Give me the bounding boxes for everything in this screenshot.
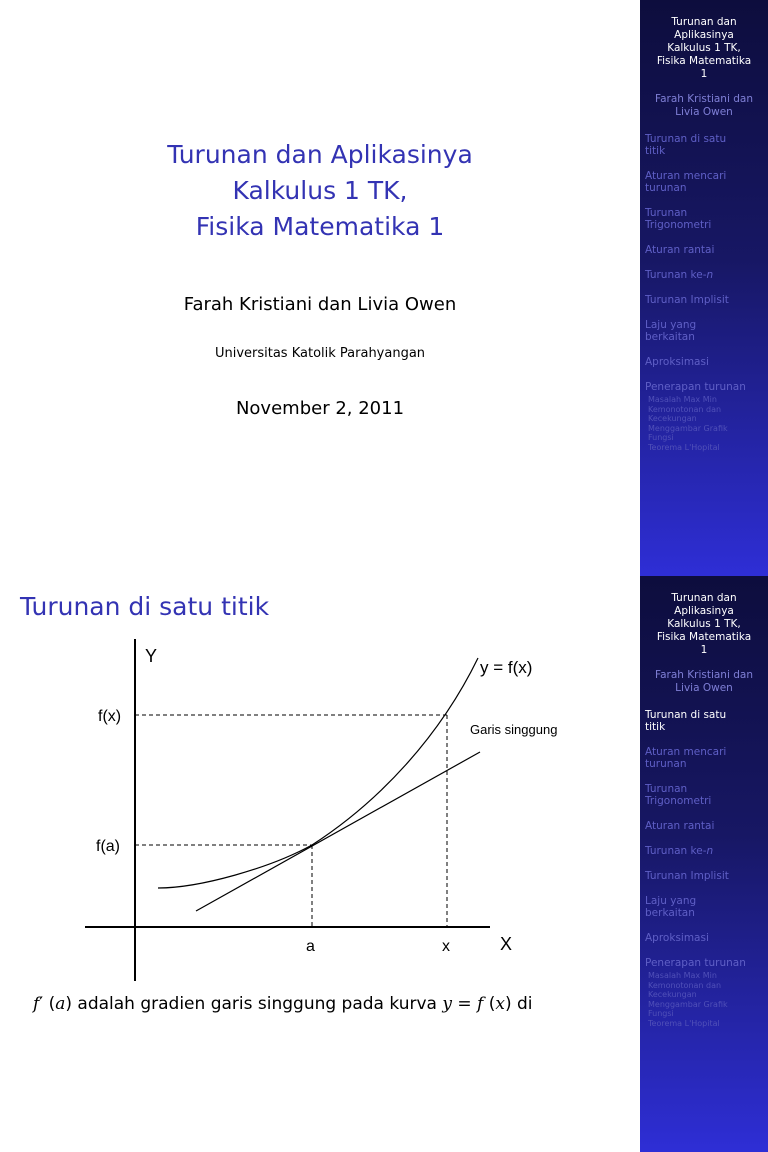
sidebar-item-turunan-implisit[interactable] — [645, 870, 765, 882]
nav-label: Aturan mencari — [645, 746, 727, 758]
sidebar-item-turunan-trigonometri[interactable] — [645, 207, 765, 231]
nav-label: Kecekungan — [648, 414, 697, 423]
sidebar-subitem-kemonotonan[interactable] — [648, 405, 765, 423]
sidebar-item-turunan-implisit[interactable] — [645, 294, 765, 306]
fa-label: f(a) — [96, 838, 120, 855]
sidebar — [640, 576, 768, 1152]
institution: Universitas Katolik Parahyangan — [214, 346, 426, 361]
sidebar-item-aproksimasi[interactable] — [645, 932, 765, 944]
math-f: f — [33, 994, 40, 1014]
nav-label: Turunan di satu — [645, 133, 727, 145]
nav-label: Aturan mencari — [645, 170, 727, 182]
math-y: y — [442, 994, 452, 1014]
nav-label: Aturan rantai — [645, 820, 715, 832]
sidebar-nav — [640, 133, 768, 452]
a-tick-label: a — [306, 938, 315, 955]
nav-label-var: n — [706, 845, 714, 857]
main-title — [0, 137, 640, 245]
nav-label: Turunan — [645, 207, 688, 219]
caption-text: adalah gradien garis singgung pada kurva — [72, 994, 443, 1014]
sidebar-title-line: Aplikasinya — [674, 29, 734, 41]
nav-label: Kecekungan — [648, 990, 697, 999]
nav-label: berkaitan — [645, 907, 695, 919]
sidebar-subitem-kemonotonan[interactable] — [648, 981, 765, 999]
sidebar-item-laju-yang-berkaitan[interactable] — [645, 319, 765, 343]
sidebar-title-line: Kalkulus 1 TK, — [667, 618, 741, 630]
nav-label: Trigonometri — [645, 219, 712, 231]
sidebar-item-turunan-di-satu-titik[interactable] — [645, 133, 765, 157]
sidebar-title-line: Fisika Matematika — [656, 55, 752, 67]
author: Farah Kristiani dan Livia Owen — [183, 294, 457, 315]
tangent-line — [196, 752, 480, 911]
nav-label: Trigonometri — [645, 795, 712, 807]
x-tick-label: x — [442, 938, 450, 955]
math-paren: ) — [504, 994, 512, 1014]
nav-label: Turunan — [645, 783, 688, 795]
nav-label: Fungsi — [648, 1009, 674, 1018]
sidebar-author[interactable] — [640, 93, 768, 119]
nav-label: Laju yang — [645, 895, 697, 907]
nav-label: Turunan ke- — [645, 269, 707, 281]
caption-text: di — [511, 994, 533, 1014]
sidebar-title[interactable] — [640, 592, 768, 657]
sidebar-title-line: Turunan dan — [671, 16, 737, 28]
sidebar-title-line: 1 — [700, 644, 708, 656]
nav-label: Aturan rantai — [645, 244, 715, 256]
y-axis-label: Y — [145, 646, 158, 666]
nav-label: berkaitan — [645, 331, 695, 343]
frame-title: Turunan di satu titik — [20, 592, 270, 621]
title-line: Turunan dan Aplikasinya — [167, 140, 473, 169]
sidebar-title[interactable] — [640, 16, 768, 81]
nav-label: Turunan Implisit — [645, 294, 729, 306]
nav-label: Turunan ke- — [645, 845, 707, 857]
tangent-label: Garis singgung — [470, 722, 558, 737]
nav-label: titik — [645, 721, 666, 733]
curve-y-fx — [158, 658, 478, 888]
sidebar-title-line: Aplikasinya — [674, 605, 734, 617]
sidebar-title-line: Kalkulus 1 TK, — [667, 42, 741, 54]
definition-caption — [33, 994, 533, 1014]
sidebar-item-penerapan-turunan[interactable] — [645, 381, 765, 393]
math-f: f — [477, 994, 484, 1014]
sidebar-subitem-lhopital[interactable]: Teorema L'Hopital — [648, 1019, 720, 1028]
sidebar-title-line: Turunan dan — [671, 592, 737, 604]
sidebar-item-turunan-ke-n[interactable] — [645, 845, 765, 857]
sidebar-item-turunan-trigonometri[interactable] — [645, 783, 765, 807]
sidebar-item-turunan-ke-n[interactable] — [645, 269, 765, 281]
sidebar-nav — [640, 709, 768, 1028]
x-axis-label: X — [500, 934, 513, 954]
sidebar-subitem-lhopital[interactable]: Teorema L'Hopital — [648, 443, 720, 452]
nav-label: Turunan di satu — [645, 709, 727, 721]
sidebar-subitem-menggambar-grafik[interactable] — [648, 1000, 765, 1018]
math-a: a — [55, 994, 66, 1014]
sidebar-item-laju-yang-berkaitan[interactable] — [645, 895, 765, 919]
sidebar-item-aturan-rantai[interactable] — [645, 244, 765, 256]
nav-label: Laju yang — [645, 319, 697, 331]
sidebar-item-aturan-rantai[interactable] — [645, 820, 765, 832]
nav-label: Fungsi — [648, 433, 674, 442]
content-slide — [0, 576, 768, 1152]
sidebar-author-line: Livia Owen — [675, 106, 733, 118]
sidebar-item-penerapan-turunan[interactable] — [645, 957, 765, 969]
nav-label: Kemonotonan dan — [648, 981, 722, 990]
math-prime: ′ — [39, 994, 44, 1014]
nav-label: titik — [645, 145, 666, 157]
sidebar-item-aturan-mencari-turunan[interactable] — [645, 170, 765, 194]
nav-label: turunan — [645, 758, 687, 770]
sidebar-author-line: Livia Owen — [675, 682, 733, 694]
sidebar-subitem-masalah-max-min[interactable]: Masalah Max Min — [648, 971, 717, 980]
sidebar-title-line: 1 — [700, 68, 708, 80]
nav-label: Aproksimasi — [645, 932, 709, 944]
nav-label: Menggambar Grafik — [648, 424, 728, 433]
nav-label: turunan — [645, 182, 687, 194]
sidebar-item-aproksimasi[interactable] — [645, 356, 765, 368]
sidebar-author-line: Farah Kristiani dan — [655, 93, 753, 105]
date: November 2, 2011 — [235, 398, 405, 419]
fx-label: f(x) — [98, 708, 122, 725]
sidebar-subitems — [645, 971, 765, 1028]
nav-label: Aproksimasi — [645, 356, 709, 368]
sidebar-author[interactable] — [640, 669, 768, 695]
sidebar-title-line: Fisika Matematika — [656, 631, 752, 643]
math-x: x — [495, 994, 505, 1014]
nav-label: Penerapan turunan — [645, 957, 746, 969]
sidebar-subitem-menggambar-grafik[interactable] — [648, 424, 765, 442]
nav-label: Menggambar Grafik — [648, 1000, 728, 1009]
sidebar-author-line: Farah Kristiani dan — [655, 669, 753, 681]
sidebar-subitems — [645, 395, 765, 452]
math-eq: = — [451, 994, 478, 1014]
title-line: Fisika Matematika 1 — [195, 212, 445, 241]
sidebar-subitem-masalah-max-min[interactable]: Masalah Max Min — [648, 395, 717, 404]
math-paren: ( — [43, 994, 56, 1014]
nav-label-var: n — [706, 269, 714, 281]
nav-label: Turunan Implisit — [645, 870, 729, 882]
nav-label: Penerapan turunan — [645, 381, 746, 393]
math-paren: ( — [483, 994, 496, 1014]
sidebar-item-aturan-mencari-turunan[interactable] — [645, 746, 765, 770]
title-line: Kalkulus 1 TK, — [232, 176, 408, 205]
sidebar-item-turunan-di-satu-titik[interactable] — [645, 709, 765, 733]
math-paren: ) — [65, 994, 72, 1014]
nav-label: Kemonotonan dan — [648, 405, 722, 414]
tangent-graph — [0, 576, 640, 996]
sidebar — [640, 0, 768, 576]
curve-label: y = f(x) — [480, 658, 533, 677]
